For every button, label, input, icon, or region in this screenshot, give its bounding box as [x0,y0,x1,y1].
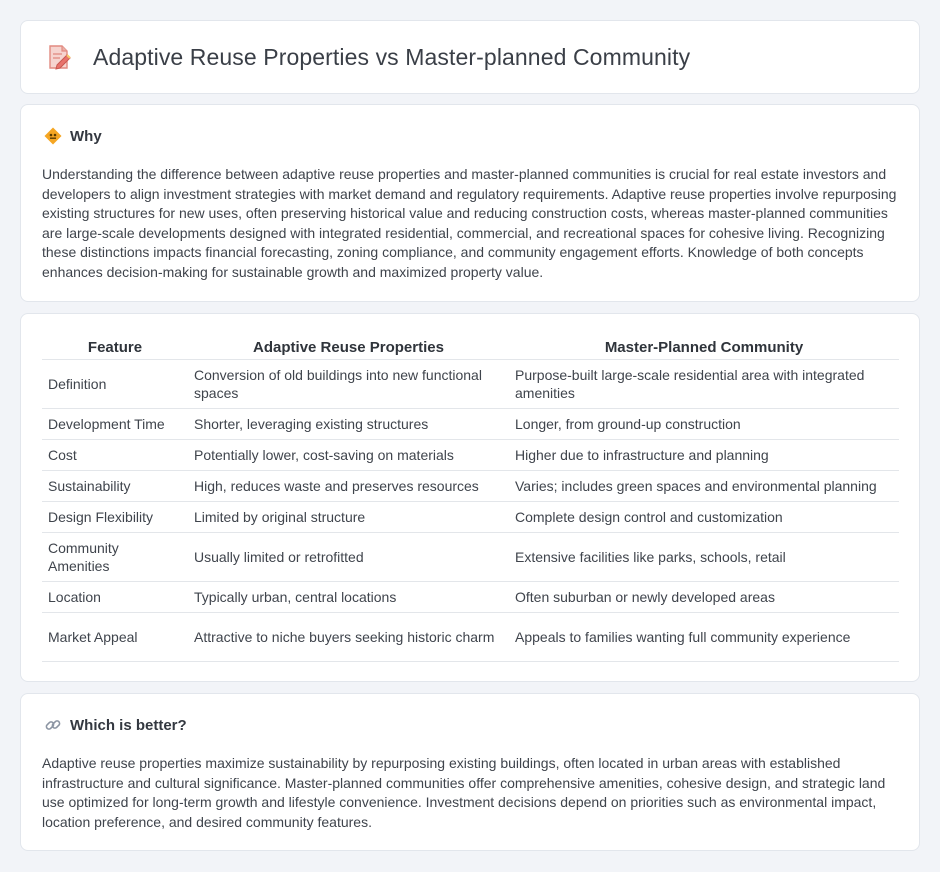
table-row [42,532,899,581]
table-row [42,439,899,470]
why-section [20,104,920,302]
feature-cell: Design Flexibility [42,501,188,532]
document-pencil-icon [47,43,73,71]
better-heading: Which is better? [70,716,187,734]
adaptive-cell: Usually limited or retrofitted [188,532,509,581]
table-row [42,581,899,612]
master-cell: Often suburban or newly developed areas [509,581,899,612]
title-row [47,43,690,71]
better-text: Adaptive reuse properties maximize sustainability by repurposing existing buildings, often located in urban areas with established infrastructure and cultural significance. Master-planned communities offer comprehensive amenities, cohesive design, and strategic land use optimized for long-term growth and lifestyle convenience. Investment decisions depend on priorities such as environmental impact, location preference, and desired community features. [42,755,886,830]
diamond-sign-icon [44,127,62,145]
better-heading-row [44,716,187,734]
feature-cell: Location [42,581,188,612]
why-heading: Why [70,127,102,145]
adaptive-cell: Limited by original structure [188,501,509,532]
header-feature: Feature [42,335,188,359]
master-cell: Extensive facilities like parks, schools, retail [509,532,899,581]
adaptive-cell: Typically urban, central locations [188,581,509,612]
master-cell: Purpose-built large-scale residential area with integrated amenities [509,359,899,408]
header-adaptive-reuse: Adaptive Reuse Properties [188,335,509,359]
table-row [42,408,899,439]
adaptive-cell: High, reduces waste and preserves resources [188,470,509,501]
feature-cell: Development Time [42,408,188,439]
master-cell: Complete design control and customization [509,501,899,532]
master-cell: Varies; includes green spaces and environmental planning [509,470,899,501]
adaptive-cell: Attractive to niche buyers seeking historic charm [188,612,509,661]
adaptive-cell: Conversion of old buildings into new functional spaces [188,359,509,408]
table-row [42,612,899,661]
why-text: Understanding the difference between adaptive reuse properties and master-planned communities is crucial for real estate investors and developers to align investment strategies with market demand and regulatory requirements. Adaptive reuse properties involve repurposing existing structures for new uses, often preserving historical value and reducing construction costs, whereas master-planned communities are large-scale developments designed with integrated residential, commercial, and recreational spaces for cohesive living. Recognizing these distinctions impacts financial forecasting, zoning compliance, and community engagement efforts. Knowledge of both concepts enhances decision-making for sustainable growth and maximized property value. [42,166,897,280]
which-better-section [20,693,920,851]
table-header-row [42,335,899,359]
feature-cell: Market Appeal [42,612,188,661]
header-card [20,20,920,94]
adaptive-cell: Potentially lower, cost-saving on materials [188,439,509,470]
page-title: Adaptive Reuse Properties vs Master-planned Community [93,43,691,70]
master-cell: Longer, from ground-up construction [509,408,899,439]
table-row [42,470,899,501]
comparison-table [42,335,899,662]
master-cell: Appeals to families wanting full community experience [509,612,899,661]
table-row [42,501,899,532]
table-row [42,359,899,408]
feature-cell: Definition [42,359,188,408]
feature-cell: Cost [42,439,188,470]
adaptive-cell: Shorter, leveraging existing structures [188,408,509,439]
master-cell: Higher due to infrastructure and planning [509,439,899,470]
feature-cell: Community Amenities [42,532,188,581]
comparison-card [20,313,920,682]
header-master-planned: Master-Planned Community [509,335,899,359]
link-icon [44,716,62,734]
feature-cell: Sustainability [42,470,188,501]
why-heading-row [44,127,102,145]
